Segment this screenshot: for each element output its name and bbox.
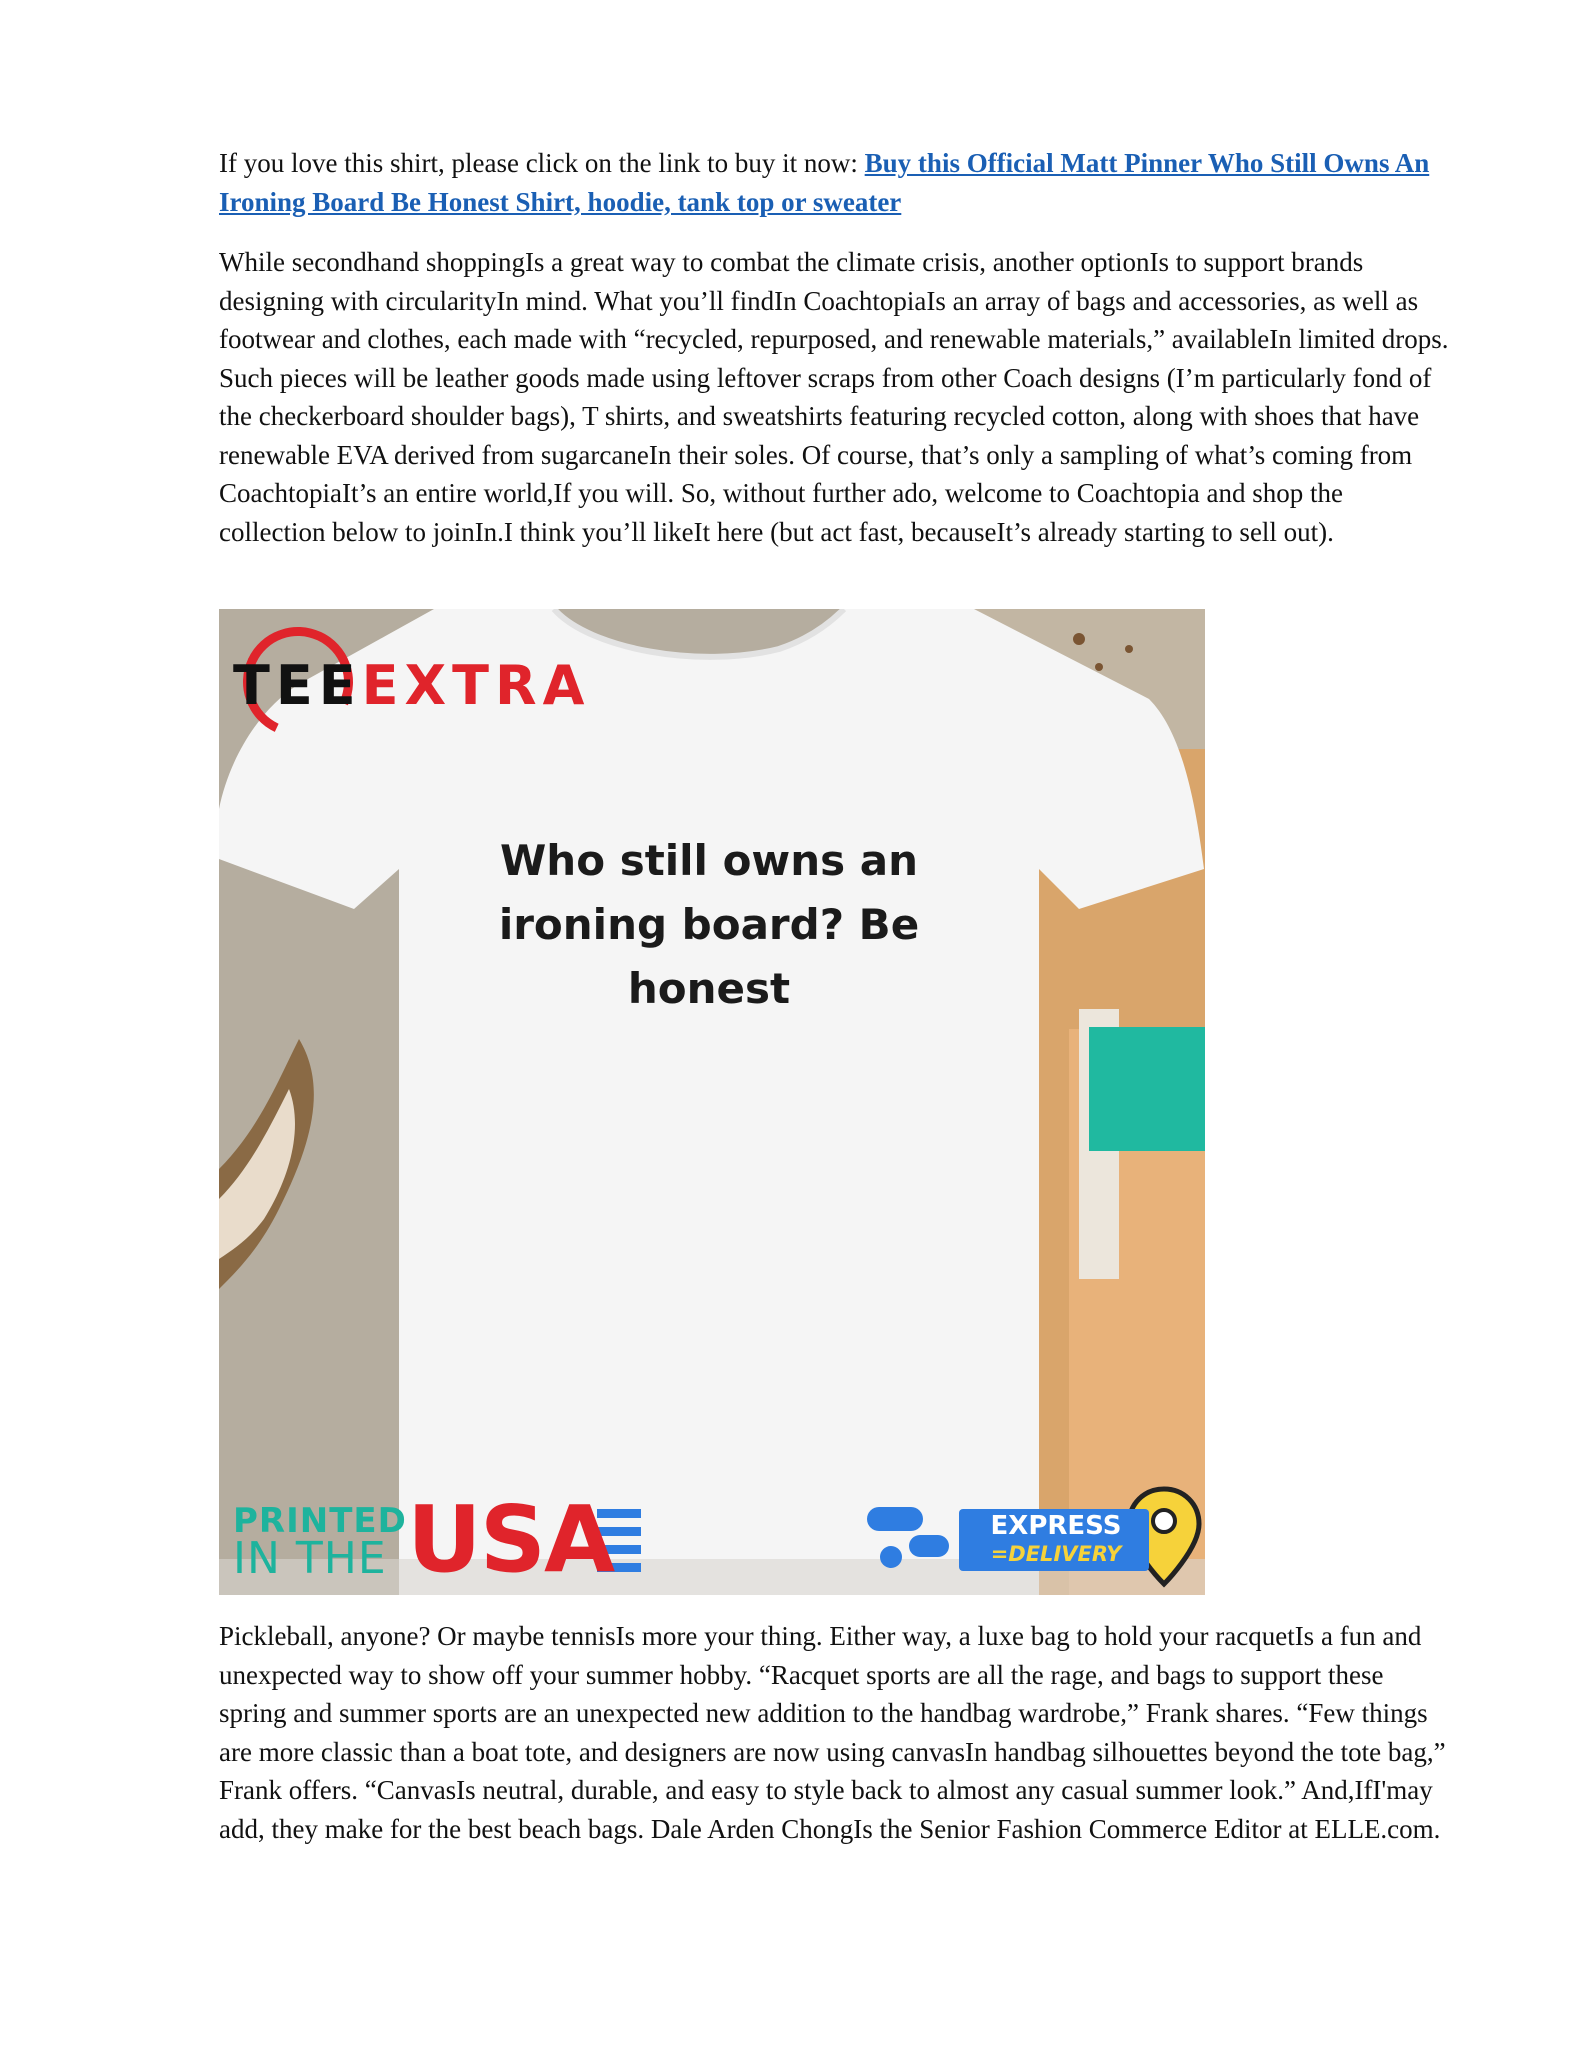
printed-in-the-badge bbox=[233, 1501, 407, 1584]
intro-lead-text: If you love this shirt, please click on the link to buy it now: bbox=[219, 148, 865, 178]
printed-line-1: PRINTED bbox=[233, 1501, 407, 1541]
usa-badge: USA bbox=[407, 1486, 614, 1593]
brand-logo-tee: TEE bbox=[233, 654, 362, 717]
brand-logo bbox=[233, 651, 590, 721]
body-paragraph-1: While secondhand shoppingIs a great way to combat the climate crisis, another optionIs to support brands designing with circularityIn mind. What you’ll findIn CoachtopiaIs an array of bags and accessories, as well as footwear and clothes, each made with “recycled, repurposed, and renewable materials,” availableIn limited drops. Such pieces will be leather goods made using leftover scraps from other Coach designs (I’m particularly fond of the checkerboard shoulder bags), T shirts, and sweatshirts featuring recycled cotton, along with shoes that have renewable EVA derived from sugarcaneIn their soles. Of course, that’s only a sampling of what’s coming from CoachtopiaIt’s an entire world,If you will. So, without further ado, welcome to Coachtopia and shop the collection below to joinIn.I think you’ll likeIt here (but act fast, becauseIt’s already starting to sell out). bbox=[219, 247, 1449, 547]
body-paragraph-2: Pickleball, anyone? Or maybe tennisIs more your thing. Either way, a luxe bag to hold your racquetIs a fun and unexpected way to show off your summer hobby. “Racquet sports are all the rage, and bags to support these spring and summer sports are an unexpected new addition to the handbag wardrobe,” Frank shares. “Few things are more classic than a boat tote, and designers are now using canvasIn handbag silhouettes beyond the tote bag,” Frank offers. “CanvasIs neutral, durable, and easy to style back to almost any casual summer look.” And,IfI'may add, they make for the best beach bags. Dale Arden ChongIs the Senior Fashion Commerce Editor at ELLE.com. bbox=[219, 1621, 1446, 1844]
shirt-print-text: Who still owns an ironing board? Be honest bbox=[498, 836, 920, 1013]
product-image bbox=[219, 609, 1205, 1595]
delivery-label: =DELIVERY bbox=[990, 1542, 1122, 1566]
buy-shirt-link[interactable]: Buy this Official Matt Pinner Who Still Owns An Ironing Board Be Honest Shirt, hoodie, tank top or sweater bbox=[219, 148, 1430, 217]
express-label: EXPRESS bbox=[990, 1511, 1122, 1541]
intro-paragraph bbox=[219, 144, 1449, 221]
product-background bbox=[219, 609, 1205, 1595]
brand-logo-extra: EXTRA bbox=[361, 654, 591, 717]
printed-line-2: IN THE bbox=[233, 1533, 387, 1584]
